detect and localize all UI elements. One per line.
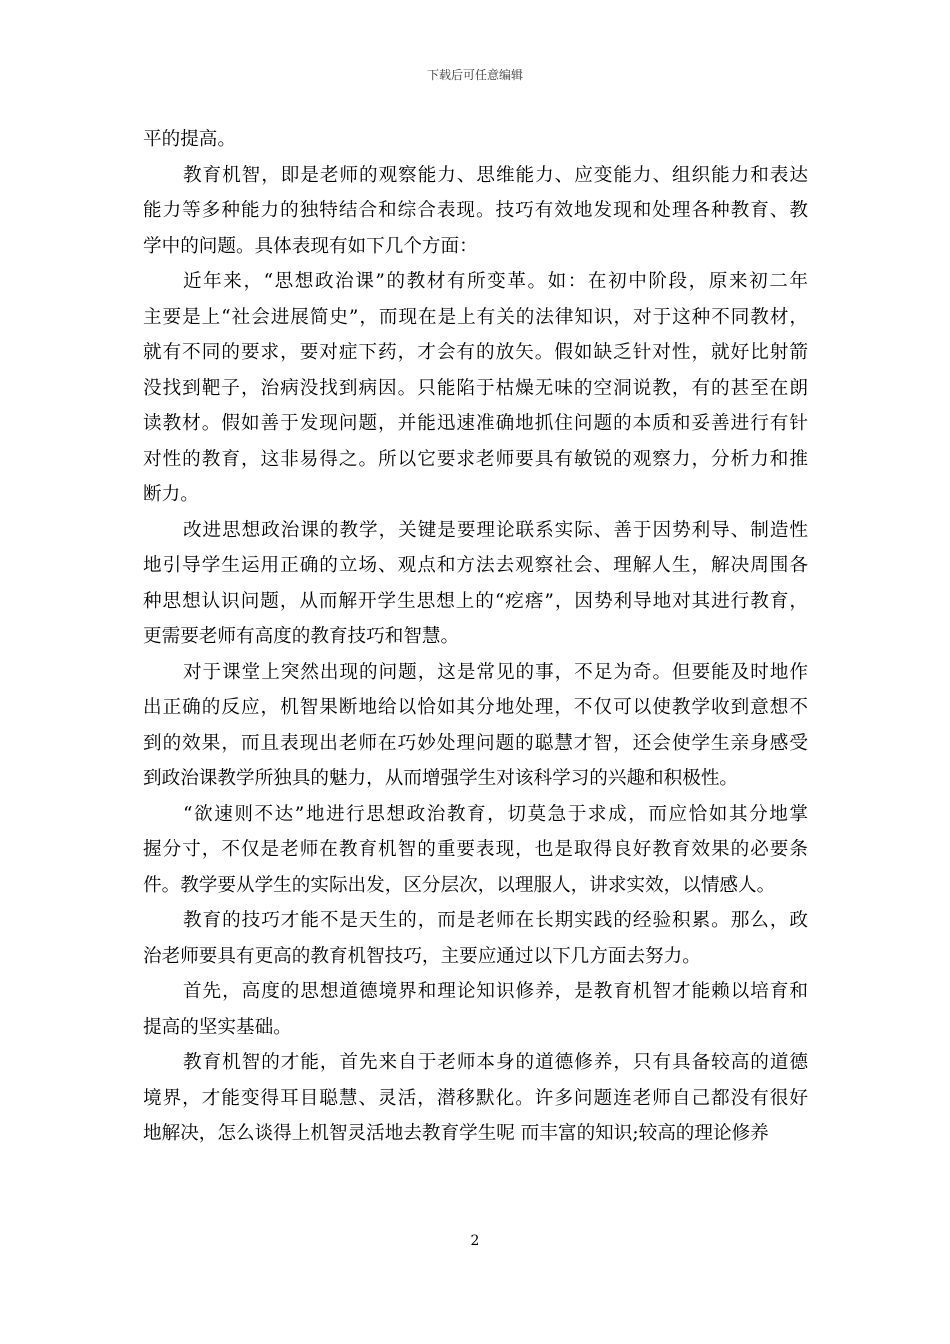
text-line: 更需要老师有高度的教育技巧和智慧。: [143, 626, 460, 647]
text-line: 件。教学要从学生的实际出发，区分层次，以理服人，讲求实效，以情感人。: [143, 874, 776, 896]
text-line: 出正确的反应，机智果断地给以恰如其分地处理，不仅可以使教学收到意想不: [143, 697, 808, 718]
text-line: 读教材。假如善于发现问题，并能迅速准确地抓住问题的本质和妥善进行有针: [143, 413, 808, 434]
text-line: 境界，才能变得耳目聪慧、灵活，潜移默化。许多问题连老师自己都没有很好: [143, 1087, 808, 1109]
text-line: 教育的技巧才能不是天生的，而是老师在长期实践的经验积累。那么，政: [183, 910, 808, 931]
text-line: 近年来，“思想政治课”的教材有所变革。如：在初中阶段，原来初二年: [183, 271, 808, 292]
text-line: 到政治课教学所独具的魅力，从而增强学生对该科学习的兴趣和积极性。: [143, 768, 739, 789]
text-line: 没找到靶子，治病没找到病因。只能陷于枯燥无味的空洞说教，有的甚至在朗: [143, 377, 808, 399]
text-line: 就有不同的要求，要对症下药，才会有的放矢。假如缺乏针对性，就好比射箭: [143, 342, 808, 363]
text-line: 教育机智，即是老师的观察能力、思维能力、应变能力、组织能力和表达: [183, 164, 808, 186]
page-number: 2: [470, 1233, 480, 1249]
text-line: 主要是上“社会进展简史”，而现在是上有关的法律知识，对于这种不同教材，: [143, 306, 808, 328]
text-line: 种思想认识问题，从而解开学生思想上的“疙瘩”，因势利导地对其进行教育，: [143, 590, 808, 612]
text-line: 改进思想政治课的教学，关键是要理论联系实际、善于因势利导、制造性: [183, 519, 808, 541]
text-line: 教育机智的才能，首先来自于老师本身的道德修养，只有具备较高的道德: [183, 1052, 808, 1073]
text-line: “欲速则不达”地进行思想政治教育，切莫急于求成，而应恰如其分地掌: [183, 803, 808, 825]
text-line: 提高的坚实基础。: [143, 1016, 292, 1038]
text-line: 握分寸，不仅是老师在教育机智的重要表现，也是取得良好教育效果的必要条: [143, 839, 808, 860]
text-line: 对于课堂上突然出现的问题，这是常见的事，不足为奇。但要能及时地作: [183, 661, 808, 683]
text-line: 治老师要具有更高的教育机智技巧，主要应通过以下几方面去努力。: [143, 945, 701, 967]
text-line: 能力等多种能力的独特结合和综合表现。技巧有效地发现和处理各种教育、教: [143, 200, 808, 221]
page-header: 下载后可任意编辑: [426, 68, 523, 82]
text-line: 平的提高。: [143, 129, 236, 150]
text-line: 对性的教育，这非易得之。所以它要求老师要具有敏锐的观察力，分析力和推: [143, 448, 808, 470]
text-line: 学中的问题。具体表现有如下几个方面：: [143, 235, 478, 257]
text-line: 到的效果，而且表现出老师在巧妙处理问题的聪慧才智，还会使学生亲身感受: [143, 732, 808, 754]
text-line: 地解决，怎么谈得上机智灵活地去教育学生呢 而丰富的知识;较高的理论修养: [143, 1123, 769, 1144]
text-line: 首先，高度的思想道德境界和理论知识修养，是教育机智才能赖以培育和: [183, 981, 808, 1002]
text-line: 断力。: [143, 484, 199, 505]
text-line: 地引导学生运用正确的立场、观点和方法去观察社会、理解人生，解决周围各: [143, 555, 808, 576]
body-text: [143, 122, 808, 1152]
